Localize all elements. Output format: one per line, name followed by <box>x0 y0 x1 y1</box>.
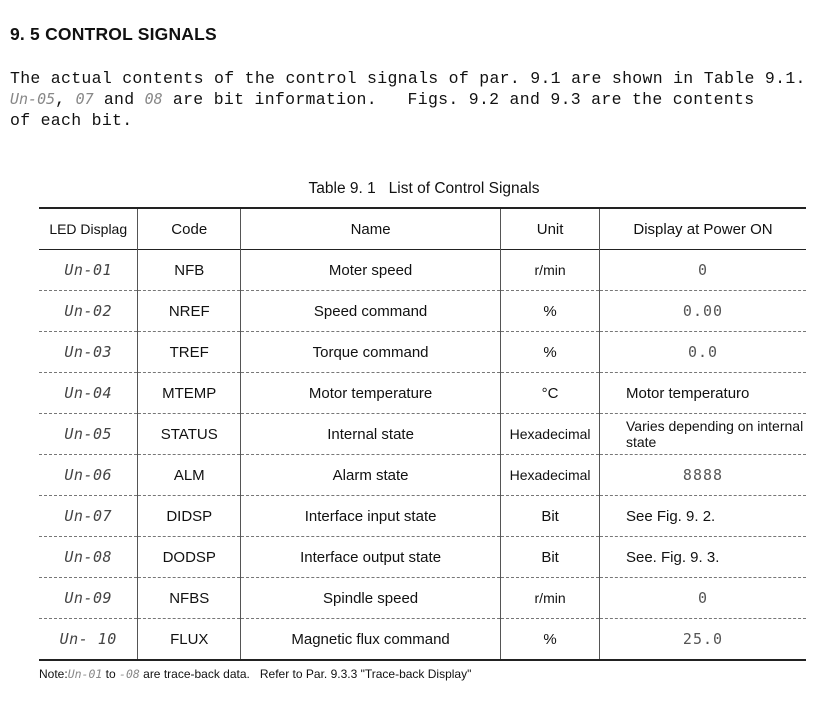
led-display-cell: Un-04 <box>39 373 138 414</box>
header-led-display: LED Displag <box>49 221 128 237</box>
unit-cell: r/min <box>501 250 600 291</box>
led-code-07: 07 <box>75 90 94 108</box>
table-caption: Table 9. 1 List of Control Signals <box>308 180 540 197</box>
code-cell: NREF <box>138 291 241 332</box>
display-cell: 8888 <box>599 455 806 496</box>
code-cell: NFB <box>138 250 241 291</box>
led-display-cell: Un-02 <box>39 291 138 332</box>
intro-line-2 <box>10 89 820 110</box>
unit-cell: r/min <box>501 578 600 619</box>
table-row <box>39 291 806 332</box>
unit-cell: Hexadecimal <box>501 414 600 455</box>
note-text: are trace-back data. Refer to Par. 9.3.3 "Trace-back Display" <box>143 667 472 681</box>
display-cell: Varies depending on internal state <box>599 414 806 455</box>
note-led-to: -08 <box>119 667 140 681</box>
led-display-cell: Un-03 <box>39 332 138 373</box>
note-prefix: Note: <box>39 667 68 681</box>
table-row <box>39 332 806 373</box>
control-signals-table <box>39 207 806 661</box>
intro-line-2-rest: are bit information. Figs. 9.2 and 9.3 are the contents <box>172 90 755 109</box>
table-row <box>39 619 806 661</box>
display-cell: See Fig. 9. 2. <box>599 496 806 537</box>
unit-cell: Bit <box>501 537 600 578</box>
intro-and: and <box>103 90 135 109</box>
table-row <box>39 414 806 455</box>
section-heading <box>10 24 217 45</box>
table-note <box>39 667 471 681</box>
display-cell: 0 <box>599 578 806 619</box>
led-display-cell: Un-06 <box>39 455 138 496</box>
table-header-row <box>39 208 806 250</box>
code-cell: DIDSP <box>138 496 241 537</box>
header-unit: Unit <box>501 208 600 250</box>
intro-line-1: The actual contents of the control signals of par. 9.1 are shown in Table 9.1. <box>10 69 806 88</box>
led-display-cell: Un- 10 <box>39 619 138 661</box>
led-display-cell: Un-09 <box>39 578 138 619</box>
led-display-cell: Un-08 <box>39 537 138 578</box>
header-name: Name <box>241 208 501 250</box>
header-display-at-power-on: Display at Power ON <box>599 208 806 250</box>
name-cell: Interface input state <box>241 496 501 537</box>
name-cell: Motor temperature <box>241 373 501 414</box>
led-display-cell: Un-01 <box>39 250 138 291</box>
name-cell: Speed command <box>241 291 501 332</box>
code-cell: ALM <box>138 455 241 496</box>
header-code: Code <box>138 208 241 250</box>
led-code-08: 08 <box>144 90 163 108</box>
display-cell: See. Fig. 9. 3. <box>599 537 806 578</box>
led-display-cell: Un-07 <box>39 496 138 537</box>
display-cell: 0.00 <box>599 291 806 332</box>
table-row <box>39 578 806 619</box>
section-title: CONTROL SIGNALS <box>45 24 217 44</box>
unit-cell: % <box>501 291 600 332</box>
section-number: 9. 5 <box>10 24 40 44</box>
led-code-un05: Un-05 <box>10 90 56 108</box>
unit-cell: °C <box>501 373 600 414</box>
display-cell: 0.0 <box>599 332 806 373</box>
unit-cell: Bit <box>501 496 600 537</box>
name-cell: Moter speed <box>241 250 501 291</box>
code-cell: STATUS <box>138 414 241 455</box>
table-row <box>39 250 806 291</box>
name-cell: Magnetic flux command <box>241 619 501 661</box>
display-cell: Motor temperaturo <box>599 373 806 414</box>
intro-paragraph <box>10 68 820 131</box>
table-row <box>39 496 806 537</box>
led-display-cell: Un-05 <box>39 414 138 455</box>
display-cell: 0 <box>599 250 806 291</box>
intro-line-3: of each bit. <box>10 111 133 130</box>
unit-cell: Hexadecimal <box>501 455 600 496</box>
code-cell: TREF <box>138 332 241 373</box>
intro-comma: , <box>55 90 66 109</box>
table-row <box>39 373 806 414</box>
table-row <box>39 537 806 578</box>
name-cell: Internal state <box>241 414 501 455</box>
code-cell: FLUX <box>138 619 241 661</box>
name-cell: Alarm state <box>241 455 501 496</box>
code-cell: MTEMP <box>138 373 241 414</box>
unit-cell: % <box>501 332 600 373</box>
name-cell: Torque command <box>241 332 501 373</box>
note-led-from: Un-01 <box>67 667 103 681</box>
table-row <box>39 455 806 496</box>
unit-cell: % <box>501 619 600 661</box>
display-cell: 25.0 <box>599 619 806 661</box>
name-cell: Interface output state <box>241 537 501 578</box>
code-cell: DODSP <box>138 537 241 578</box>
name-cell: Spindle speed <box>241 578 501 619</box>
note-to: to <box>105 667 116 681</box>
code-cell: NFBS <box>138 578 241 619</box>
